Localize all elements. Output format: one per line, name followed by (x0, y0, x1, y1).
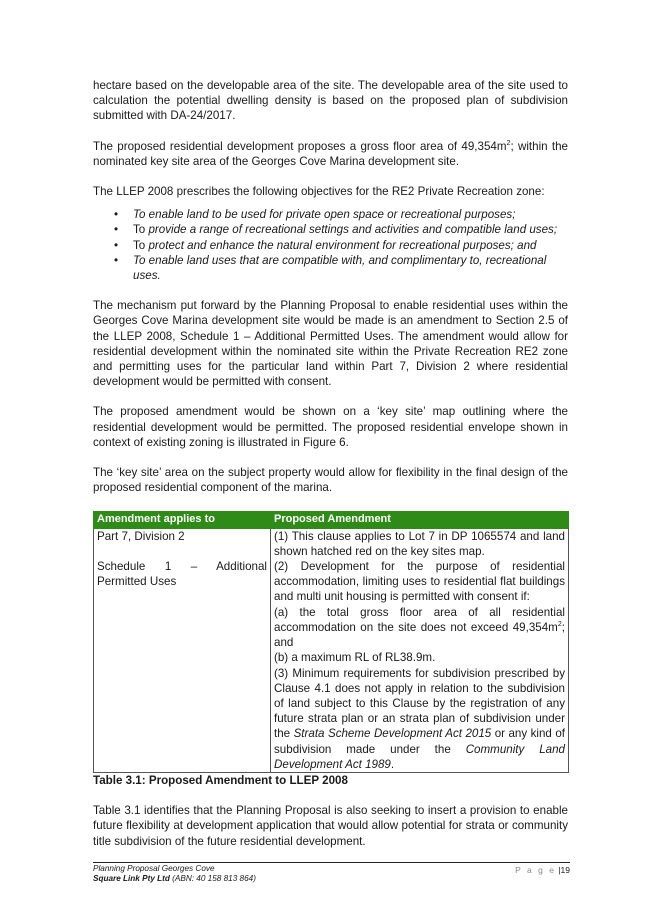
clause-3-end: . (390, 757, 395, 771)
gfa-text-end: ; within the nominated key site area of the Georges Cove Marina development site. (93, 139, 569, 168)
objective-lead: To (133, 238, 146, 252)
clause-2: (2) Development for the purpose of residential accommodation, limiting uses to residential flat buildings and multi unit housing is permitted with consent if: (274, 560, 565, 604)
page-number-value: 19 (560, 865, 570, 875)
clause-2a-text: (a) the total gross floor area of all residential accommodation on the site does not exceed 49,354m (274, 605, 565, 634)
clause-2a-end: ; and (274, 620, 565, 650)
paragraph-objectives-intro: The LLEP 2008 prescribes the following objectives for the RE2 Private Recreation zone: (93, 185, 545, 199)
clause-2a (274, 605, 565, 651)
footer-company (93, 874, 570, 884)
amendment-table (93, 511, 569, 772)
clause-3-mid: or any kind of subdivision made under the (274, 727, 565, 756)
clause-1: (1) This clause applies to Lot 7 in DP 1065574 and land shown hatched red on the key sites map. (274, 529, 565, 558)
paragraph-density: hectare based on the developable area of the site. The developable area of the site used to calculation the potential dwelling density is based on the proposed plan of subdivision submitted with DA-24/2017. (93, 79, 568, 123)
table-header-cell: Amendment applies to (94, 512, 271, 528)
applies-to-schedule: Schedule 1 – Additional Permitted Uses (97, 559, 267, 589)
table-row (94, 528, 569, 772)
objective-item (93, 238, 568, 253)
applies-to-cell (94, 528, 271, 772)
bullet-icon: • (114, 223, 119, 237)
objective-item (93, 253, 568, 283)
objective-lead: To (133, 223, 146, 237)
objective-text: provide a range of recreational settings and activities and compatible land uses; (145, 223, 558, 237)
bullet-icon: • (114, 253, 119, 267)
paragraph-gross-floor-area (93, 139, 568, 169)
objectives-list (93, 207, 568, 283)
community-act-title: Community Land Development Act 1989 (274, 742, 565, 771)
proposed-amendment-cell (271, 528, 569, 772)
objective-item (93, 222, 568, 237)
clause-2a-superscript: 2 (557, 621, 562, 629)
footer-abn: (ABN: 40 158 813 864) (169, 874, 256, 883)
table-header-row (94, 512, 569, 528)
page-label: P a g e (515, 865, 556, 875)
paragraph-table-summary: Table 3.1 identifies that the Planning Proposal is also seeking to insert a provision to enable future flexibility at development application that would allow potential for strata or community title subdivision of the future residential development. (93, 804, 568, 848)
objective-text: To enable land to be used for private open space or recreational purposes; (133, 208, 516, 222)
gfa-superscript: 2 (506, 139, 511, 147)
page-footer (93, 862, 570, 884)
applies-to-part: Part 7, Division 2 (97, 529, 185, 543)
page-number: P a g e |19 (515, 865, 570, 875)
paragraph-flexibility: The ‘key site’ area on the subject property would allow for flexibility in the final design of the proposed residential component of the marina. (93, 466, 568, 495)
table-caption: Table 3.1: Proposed Amendment to LLEP 2008 (93, 773, 348, 787)
page-body (93, 78, 568, 849)
paragraph-key-site-map: The proposed amendment would be shown on a ‘key site’ map outlining where the residential development would be permitted. The proposed residential envelope shown in context of existing zoning is illustrated in Figure 6. (93, 405, 568, 449)
bullet-icon: • (114, 208, 119, 222)
objective-text: To enable land uses that are compatible with, and complimentary to, recreational uses. (133, 253, 547, 283)
clause-3-text: (3) Minimum requirements for subdivision prescribed by Clause 4.1 does not apply in relation to the subdivision of land subject to this Clause by the registration of any future strata plan or an strata plan of subdivision under the (274, 666, 565, 741)
paragraph-mechanism: The mechanism put forward by the Planning Proposal to enable residential uses within the Georges Cove Marina development site would be made is an amendment to Section 2.5 of the LLEP 2008, Schedule 1 – Additional Permitted Uses. The amendment would allow for residential development within the nominated site within the Private Recreation RE2 zone and permitting uses for the particular land within Part 7, Division 2 where residential development would be permitted with consent. (93, 299, 568, 389)
table-header-cell: Proposed Amendment (271, 512, 569, 528)
footer-document-title: Planning Proposal Georges Cove (93, 864, 215, 873)
gfa-text-start: The proposed residential development proposes a gross floor area of 49,354m (93, 139, 507, 153)
strata-act-title: Strata Scheme Development Act 2015 (293, 727, 492, 741)
objective-item (93, 207, 568, 222)
clause-3 (274, 666, 565, 772)
footer-company-name: Square Link Pty Ltd (93, 874, 170, 883)
bullet-icon: • (114, 238, 119, 252)
clause-2b: (b) a maximum RL of RL38.9m. (274, 651, 436, 665)
objective-text: protect and enhance the natural environment for recreational purposes; and (145, 238, 537, 252)
